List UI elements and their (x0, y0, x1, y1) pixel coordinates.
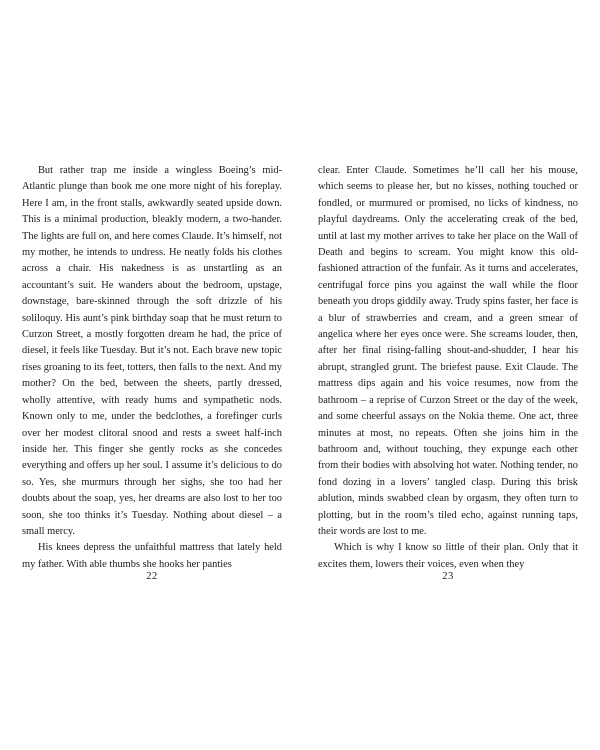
left-paragraph-1: But rather trap me inside a wingless Boeing’s mid-Atlantic plunge than book me one more night of his foreplay. Here I am, in the front stalls, awkwardly seated upside down. This is a minimal production, bleakly modern, a two-hander. The lights are full on, and here comes Claude. It’s himself, not my mother, he intends to undress. He neatly folds his clothes across a chair. His nakedness is as unstartling as an accountant’s suit. He wanders about the bedroom, upstage, downstage, bare-skinned through the soft drizzle of his soliloquy. His aunt’s pink birthday soap that he must return to Curzon Street, a mostly forgotten dream he had, the price of diesel, it feels like Tuesday. But it’s not. Each brave new topic rises groaning to its feet, totters, then falls to the next. And my mother? On the bed, between the sheets, partly dressed, wholly attentive, with ready hums and sympathetic nods. Known only to me, under the bedclothes, a forefinger curls over her modest clitoral snood and rests a sweet half-inch inside her. This finger she gently rocks as she concedes everything and offers up her soul. I assume it’s delicious to do so. Yes, she murmurs through her sighs, she too had her doubts about the soap, yes, her dreams are also lost to her too soon, she too thinks it’s Tuesday. Nothing about diesel – a small mercy. (22, 165, 282, 537)
left-paragraph-2: His knees depress the unfaithful mattress that lately held my father. With able thumbs she hooks her panties (22, 542, 282, 570)
right-page (318, 163, 578, 573)
right-paragraph-2: Which is why I know so little of their plan. Only that it excites them, lowers their voices, even when they (318, 542, 578, 570)
left-page-number: 22 (146, 571, 158, 582)
right-paragraph-1: clear. Enter Claude. Sometimes he’ll call her his mouse, which seems to please her, but no kisses, nothing touched or fondled, or murmured or promised, no licks of kindness, no playful daydreams. Only the accelerating creak of the bed, until at last my mother arrives to take her place on the Wall of Death and begins to scream. You might know this old-fashioned attraction of the funfair. As it turns and accelerates, centrifugal force pins you against the wall while the floor beneath you drops giddily away. Trudy spins faster, her face is a blur of strawberries and cream, and a green smear of angelica where her eyes once were. She screams louder, then, after her final rising-falling shout-and-shudder, I hear his abrupt, strangled grunt. The briefest pause. Exit Claude. The mattress dips again and his voice resumes, now from the bathroom – a reprise of Curzon Street or the day of the week, and some cheerful assays on the Nokia theme. One act, three minutes at most, no repeats. Often she joins him in the bathroom and, without touching, they expunge each other from their bodies with absolving hot water. Nothing tender, no fond dozing in a lovers’ tangled clasp. During this brisk ablution, minds swabbed clean by orgasm, they often turn to plotting, but in the room’s tiled echo, against running taps, their words are lost to me. (318, 165, 578, 537)
right-page-number: 23 (442, 571, 454, 582)
left-page (22, 163, 282, 573)
